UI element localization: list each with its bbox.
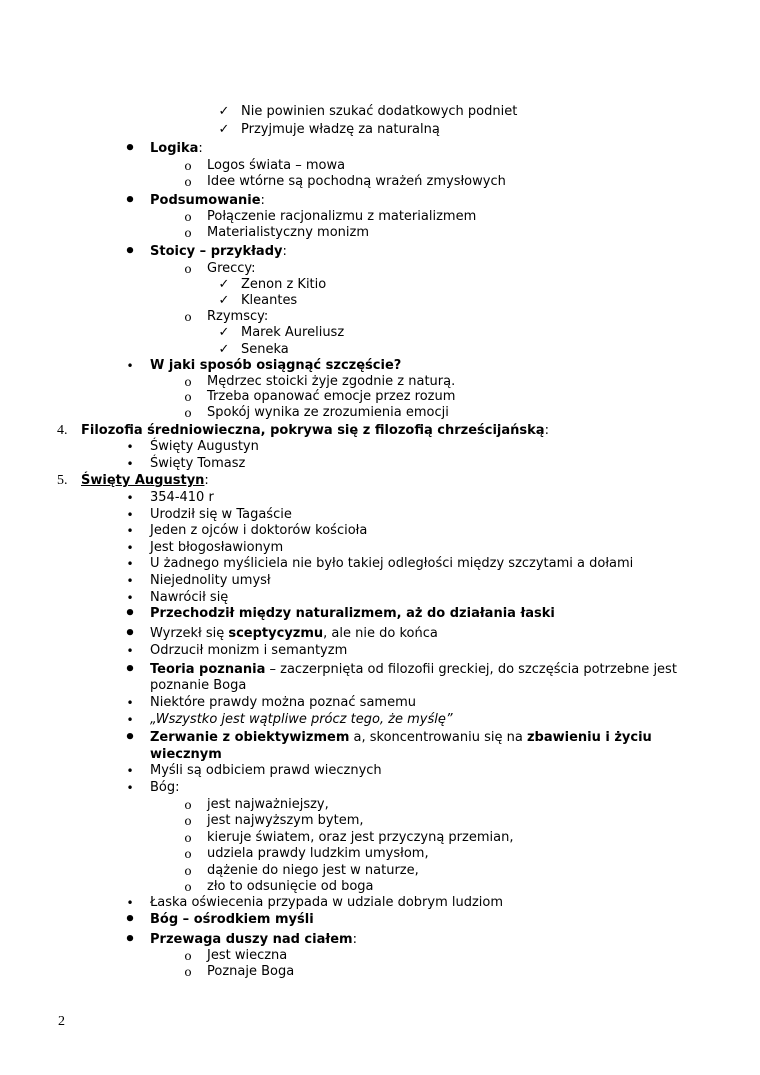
circle-bullet-icon: o	[184, 375, 192, 389]
bullet-icon: •	[124, 929, 136, 950]
list-item: zło to odsunięcie od boga	[207, 879, 374, 894]
bullet-icon: •	[126, 524, 134, 538]
check-icon: ✓	[218, 342, 230, 357]
list-item: Nie powinien szukać dodatkowych podniet	[241, 104, 518, 119]
bullet-icon: •	[126, 644, 134, 658]
list-number: 5.	[57, 473, 68, 488]
list-item: Kleantes	[241, 293, 298, 308]
list-item: Niejednolity umysł	[150, 573, 271, 588]
list-item: Teoria poznania – zaczerpnięta od filozofii greckiej, do szczęścia potrzebne jest	[150, 662, 677, 677]
list-item: Nawrócił się	[150, 590, 229, 605]
list-item: Święty Tomasz	[150, 456, 246, 471]
list-item: Marek Aureliusz	[241, 325, 345, 340]
bullet-icon: •	[124, 623, 136, 644]
circle-bullet-icon: o	[184, 798, 192, 812]
bullet-icon: •	[126, 781, 134, 795]
circle-bullet-icon: o	[184, 406, 192, 420]
list-item: Połączenie racjonalizmu z materializmem	[207, 209, 477, 224]
list-item: Logos świata – mowa	[207, 158, 346, 173]
section-heading: Filozofia średniowieczna, pokrywa się z filozofią chrześcijańską:	[81, 423, 549, 438]
bullet-icon: •	[124, 603, 136, 624]
list-item: Jeden z ojców i doktorów kościoła	[150, 523, 368, 538]
circle-bullet-icon: o	[184, 864, 192, 878]
circle-bullet-icon: o	[184, 847, 192, 861]
bullet-icon: •	[126, 359, 134, 373]
check-icon: ✓	[218, 293, 230, 308]
list-item: Trzeba opanować emocje przez rozum	[207, 389, 456, 404]
list-item: Odrzucił monizm i semantyzm	[150, 643, 348, 658]
list-item: Przechodził między naturalizmem, aż do działania łaski	[150, 606, 555, 621]
bullet-icon: •	[126, 457, 134, 471]
list-item: Spokój wynika ze zrozumienia emocji	[207, 405, 449, 420]
circle-bullet-icon: o	[184, 880, 192, 894]
list-item: Materialistyczny monizm	[207, 225, 369, 240]
list-item-continuation: wiecznym	[150, 747, 222, 762]
check-icon: ✓	[218, 104, 230, 119]
bullet-icon: •	[126, 696, 134, 710]
bullet-icon: •	[126, 764, 134, 778]
bullet-icon: •	[126, 440, 134, 454]
list-item: Niektóre prawdy można poznać samemu	[150, 695, 416, 710]
list-item: U żadnego myśliciela nie było takiej odległości między szczytami a dołami	[150, 556, 634, 571]
list-item: Przewaga duszy nad ciałem:	[150, 932, 357, 947]
list-item: Myśli są odbiciem prawd wiecznych	[150, 763, 382, 778]
bullet-icon: •	[124, 909, 136, 930]
circle-bullet-icon: o	[184, 226, 192, 240]
page-number: 2	[58, 1014, 65, 1029]
list-item: Mędrzec stoicki żyje zgodnie z naturą.	[207, 374, 456, 389]
list-item: jest najważniejszy,	[207, 797, 329, 812]
circle-bullet-icon: o	[184, 831, 192, 845]
list-item: Zenon z Kitio	[241, 277, 327, 292]
bullet-icon: •	[124, 241, 136, 262]
circle-bullet-icon: o	[184, 390, 192, 404]
circle-bullet-icon: o	[184, 175, 192, 189]
list-item: Greccy:	[207, 261, 256, 276]
circle-bullet-icon: o	[184, 310, 192, 324]
list-number: 4.	[57, 423, 68, 438]
section-heading: Święty Augustyn:	[81, 473, 209, 488]
bullet-icon: •	[124, 659, 136, 680]
bullet-icon: •	[124, 138, 136, 159]
check-icon: ✓	[218, 122, 230, 137]
list-item-continuation: poznanie Boga	[150, 678, 247, 693]
list-item: Poznaje Boga	[207, 964, 295, 979]
list-item: Bóg:	[150, 780, 180, 795]
bullet-icon: •	[124, 190, 136, 211]
bullet-icon: •	[124, 727, 136, 748]
bullet-icon: •	[126, 541, 134, 555]
list-item: Bóg – ośrodkiem myśli	[150, 912, 314, 927]
heading-item: Logika:	[150, 141, 203, 156]
list-item: Zerwanie z obiektywizmem a, skoncentrowaniu się na zbawieniu i życiu	[150, 730, 652, 745]
circle-bullet-icon: o	[184, 814, 192, 828]
circle-bullet-icon: o	[184, 262, 192, 276]
list-item: Urodził się w Tagaście	[150, 507, 292, 522]
heading-item: W jaki sposób osiągnąć szczęście?	[150, 358, 402, 373]
list-item: kieruje światem, oraz jest przyczyną przemian,	[207, 830, 514, 845]
bullet-icon: •	[126, 713, 134, 727]
circle-bullet-icon: o	[184, 965, 192, 979]
list-item: 354-410 r	[150, 490, 214, 505]
heading-item: Stoicy – przykłady:	[150, 244, 287, 259]
check-icon: ✓	[218, 325, 230, 340]
list-item: Rzymscy:	[207, 309, 269, 324]
list-item: „Wszystko jest wątpliwe prócz tego, że myślę”	[150, 712, 453, 727]
heading-item: Podsumowanie:	[150, 193, 265, 208]
list-item: Łaska oświecenia przypada w udziale dobrym ludziom	[150, 895, 504, 910]
bullet-icon: •	[126, 591, 134, 605]
list-item: Seneka	[241, 342, 289, 357]
list-item: Święty Augustyn	[150, 439, 259, 454]
list-item: Idee wtórne są pochodną wrażeń zmysłowych	[207, 174, 506, 189]
bullet-icon: •	[126, 557, 134, 571]
list-item: Jest błogosławionym	[150, 540, 284, 555]
circle-bullet-icon: o	[184, 210, 192, 224]
bullet-icon: •	[126, 574, 134, 588]
circle-bullet-icon: o	[184, 949, 192, 963]
circle-bullet-icon: o	[184, 159, 192, 173]
list-item: udziela prawdy ludzkim umysłom,	[207, 846, 429, 861]
list-item: Wyrzekł się sceptycyzmu, ale nie do końca	[150, 626, 438, 641]
bullet-icon: •	[126, 896, 134, 910]
list-item: jest najwyższym bytem,	[207, 813, 364, 828]
list-item: dążenie do niego jest w naturze,	[207, 863, 419, 878]
list-item: Jest wieczna	[207, 948, 288, 963]
bullet-icon: •	[126, 508, 134, 522]
bullet-icon: •	[126, 491, 134, 505]
check-icon: ✓	[218, 277, 230, 292]
list-item: Przyjmuje władzę za naturalną	[241, 122, 440, 137]
